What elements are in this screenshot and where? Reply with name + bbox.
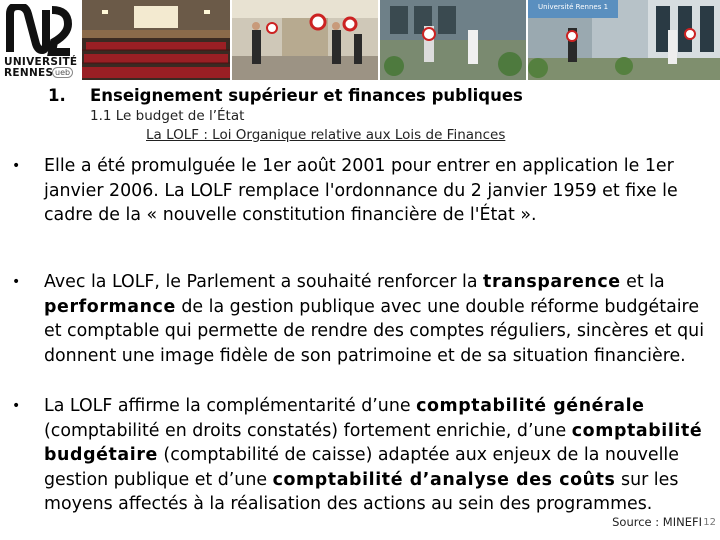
bullet-emphasis: comptabilité d’analyse des coûts (272, 469, 616, 490)
university-monogram-icon (6, 4, 72, 56)
bullet-segment: Elle a été promulguée le 1er août 2001 pour entrer en application le 1er janvier 2006. La LOLF remplace l'ordonnance du 2 janvier 1959 et fixe le cadre de la « nouvelle constitution financière de l'État ». (44, 156, 678, 225)
campus-building-photo (380, 0, 526, 80)
bullet-dot: • (12, 398, 21, 414)
bullet-text (44, 394, 712, 517)
bullet-emphasis: performance (44, 296, 176, 317)
bullet-dot: • (12, 158, 21, 174)
source-note (612, 515, 702, 529)
bullet-segment: La LOLF affirme la complémentarité d’une (44, 396, 417, 416)
bullet-segment: de la gestion publique avec une double réforme budgétaire et comptable qui permette de rendre des comptes réguliers, sincères et qui donnent une image fidèle de son patrimoine et de sa situation financière. (44, 296, 705, 366)
logo-ueb-badge: ueb (52, 67, 73, 78)
lecture-hall-photo (82, 0, 230, 80)
page-number: 12 (703, 517, 716, 528)
bullet-emphasis: comptabilité budgétaire (44, 420, 703, 465)
campus-sign-label: Université Rennes 1 (537, 3, 609, 11)
header-banner (0, 0, 720, 80)
bullet-emphasis: transparence (483, 272, 621, 292)
logo-rennes-label: RENNES (4, 67, 54, 79)
subsubsection-title: La LOLF : Loi Organique relative aux Lois de Finances (146, 127, 506, 143)
bullet-segment: (comptabilité de caisse) adaptée aux enjeux de la nouvelle gestion publique et d’une (44, 445, 679, 490)
bullet-segment: sur les moyens affectés à la réalisation des actions au sein des programmes. (44, 469, 679, 514)
campus-entrance-photo (528, 0, 720, 80)
subsection-title: 1.1 Le budget de l’État (90, 108, 245, 124)
section-number: 1. (48, 86, 66, 105)
bullet-text (44, 154, 712, 228)
bullet-dot: • (12, 274, 21, 290)
bullet-segment: (comptabilité en droits constatés) fortement enrichie, d’une (44, 420, 572, 441)
bullet-segment: et la (620, 272, 665, 292)
university-logo (0, 0, 80, 80)
section-title: Enseignement supérieur et finances publiques (90, 86, 523, 105)
bullet-segment: Avec la LOLF, le Parlement a souhaité renforcer la (44, 272, 484, 292)
bullet-emphasis: comptabilité générale (416, 396, 645, 416)
bullet-text (44, 270, 712, 368)
source-label: Source : MINEFI (612, 515, 702, 529)
campus-hall-photo (232, 0, 378, 80)
logo-university-label: UNIVERSITÉ (4, 56, 78, 68)
